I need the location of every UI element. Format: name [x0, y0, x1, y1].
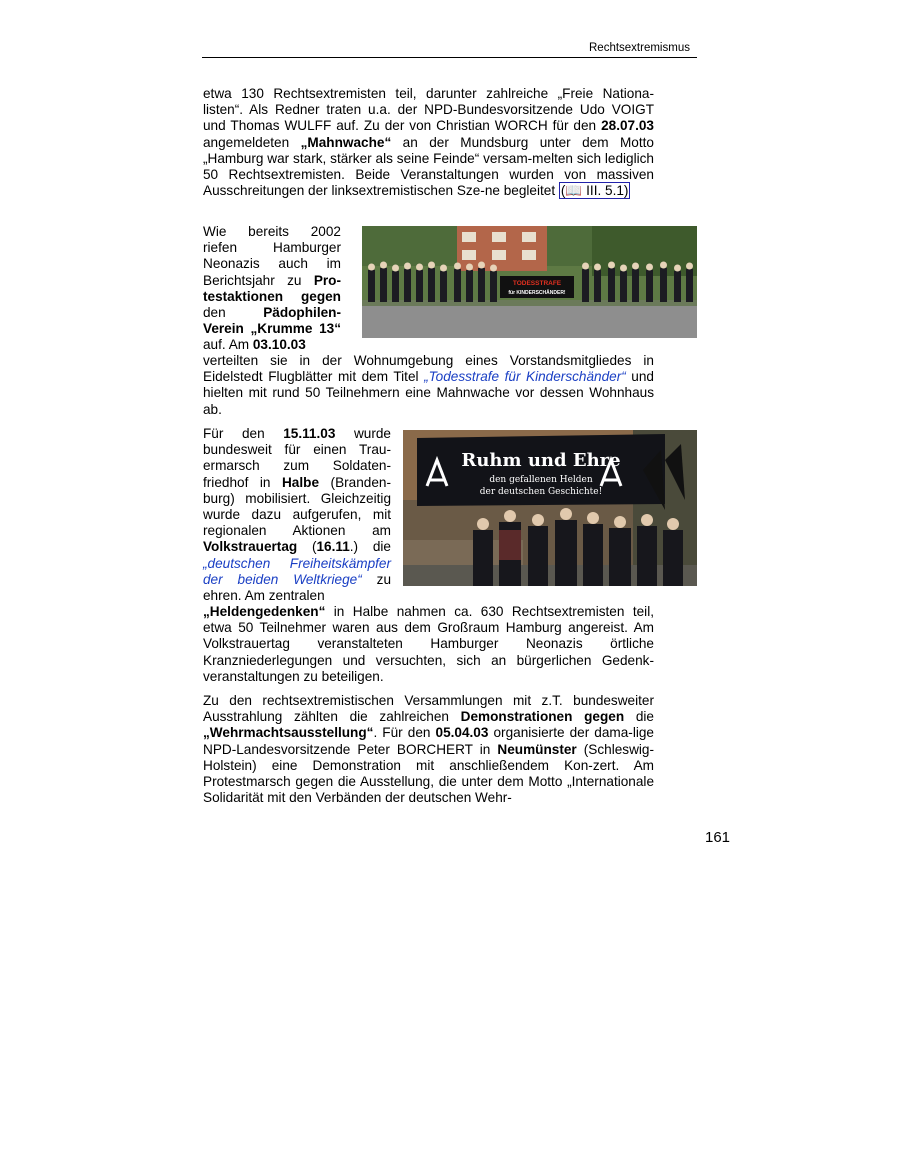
running-header: Rechtsextremismus: [589, 42, 690, 54]
vigil-banner: [500, 276, 574, 298]
header-rule: [202, 57, 697, 58]
cross-reference-link[interactable]: (📖 III. 5.1): [560, 183, 629, 199]
paragraph-intro: etwa 130 Rechtsextremisten teil, darunter zahlreiche „Freie Nationa-listen“. Als Redner traten u.a. der NPD-Bundesvorsitzende Udo VOIGT und Thomas WULFF auf. Zu der von Christian WORCH für den 28.07.03 angemeldeten „Mahnwache“ an der Mundsburg unter dem Motto „Hamburg war stark, stärker als seine Feinde“ versam-melten sich lediglich 50 Rechtsextremisten. Beide Veranstaltungen wurden von massiven Ausschreitungen der linksextremistischen Sze-ne begleitet (📖 III. 5.1): [203, 86, 654, 199]
photo-march: [403, 430, 697, 586]
freedom-fighters-quote[interactable]: „deutschen Freiheitskämpfer der beiden Weltkriege“: [203, 555, 391, 587]
flyer-title-link[interactable]: „Todesstrafe für Kinderschänder“: [424, 369, 626, 385]
book-icon: 📖: [565, 183, 583, 199]
paragraph-wehrmacht: Zu den rechtsextremistischen Versammlungen mit z.T. bundesweiter Ausstrahlung zählten die zahlreichen Demonstrationen gegen die „Wehrmachtsausstellung“. Für den 05.04.03 organisierte der dama-lige NPD-Landesvorsitzende Peter BORCHERT in Neumünster (Schleswig-Holstein) eine Demonstration mit anschließendem Kon-zert. Am Protestmarsch gegen die Ausstellung, die unter dem Motto „Internationale Solidarität mit den Verbänden der deutschen Wehr-: [203, 693, 655, 806]
photo-vigil: [362, 226, 697, 338]
svg-text:den gefallenen Helden: den gefallenen Helden: [489, 475, 593, 485]
paragraph-halbe-column: Für den 15.11.03 wurde bundesweit für einen Trau-ermarsch zum Soldaten-friedhof in Halbe (Branden-burg) mobilisiert. Gleichzeitig wurde dazu aufgerufen, mit regionalen Aktionen am Volkstrauertag (16.11.) die „deutschen Freiheitskämpfer der beiden Weltkriege“ zu ehren. Am zentralen: [203, 426, 391, 604]
svg-text:Ruhm und Ehre: Ruhm und Ehre: [461, 450, 621, 471]
paragraph-halbe-continued: „Heldengedenken“ in Halbe nahmen ca. 630 Rechtsextremisten teil, etwa 50 Teilnehmer waren aus dem Großraum Hamburg angereist. Am Volkstrauertag veranstalteten Hamburger Neonazis örtliche Kranzniederlegungen und versuchten, sich an bürgerlichen Gedenk-veranstaltungen zu beteiligen.: [203, 604, 654, 684]
svg-text:der deutschen Geschichte!: der deutschen Geschichte!: [479, 487, 603, 497]
svg-text:für KINDERSCHÄNDER!: für KINDERSCHÄNDER!: [508, 290, 566, 296]
svg-text:TODESSTRAFE: TODESSTRAFE: [512, 280, 562, 287]
paragraph-krumme13-column: Wie bereits 2002 riefen Hamburger Neonazis auch im Berichtsjahr zu Pro-testaktionen gegen den Pädophilen-Verein „Krumme 13“ auf. Am 03.10.03: [203, 224, 341, 353]
paragraph-krumme13-continued: verteilten sie in der Wohnumgebung eines Vorstandsmitgliedes in Eidelstedt Flugblätter mit dem Titel „Todesstrafe für Kinderschänder“ und hielten mit rund 50 Teilnehmern eine Mahnwache vor dessen Wohnhaus ab.: [203, 353, 654, 417]
page-number: 161: [705, 829, 731, 846]
march-banner: [417, 434, 665, 506]
